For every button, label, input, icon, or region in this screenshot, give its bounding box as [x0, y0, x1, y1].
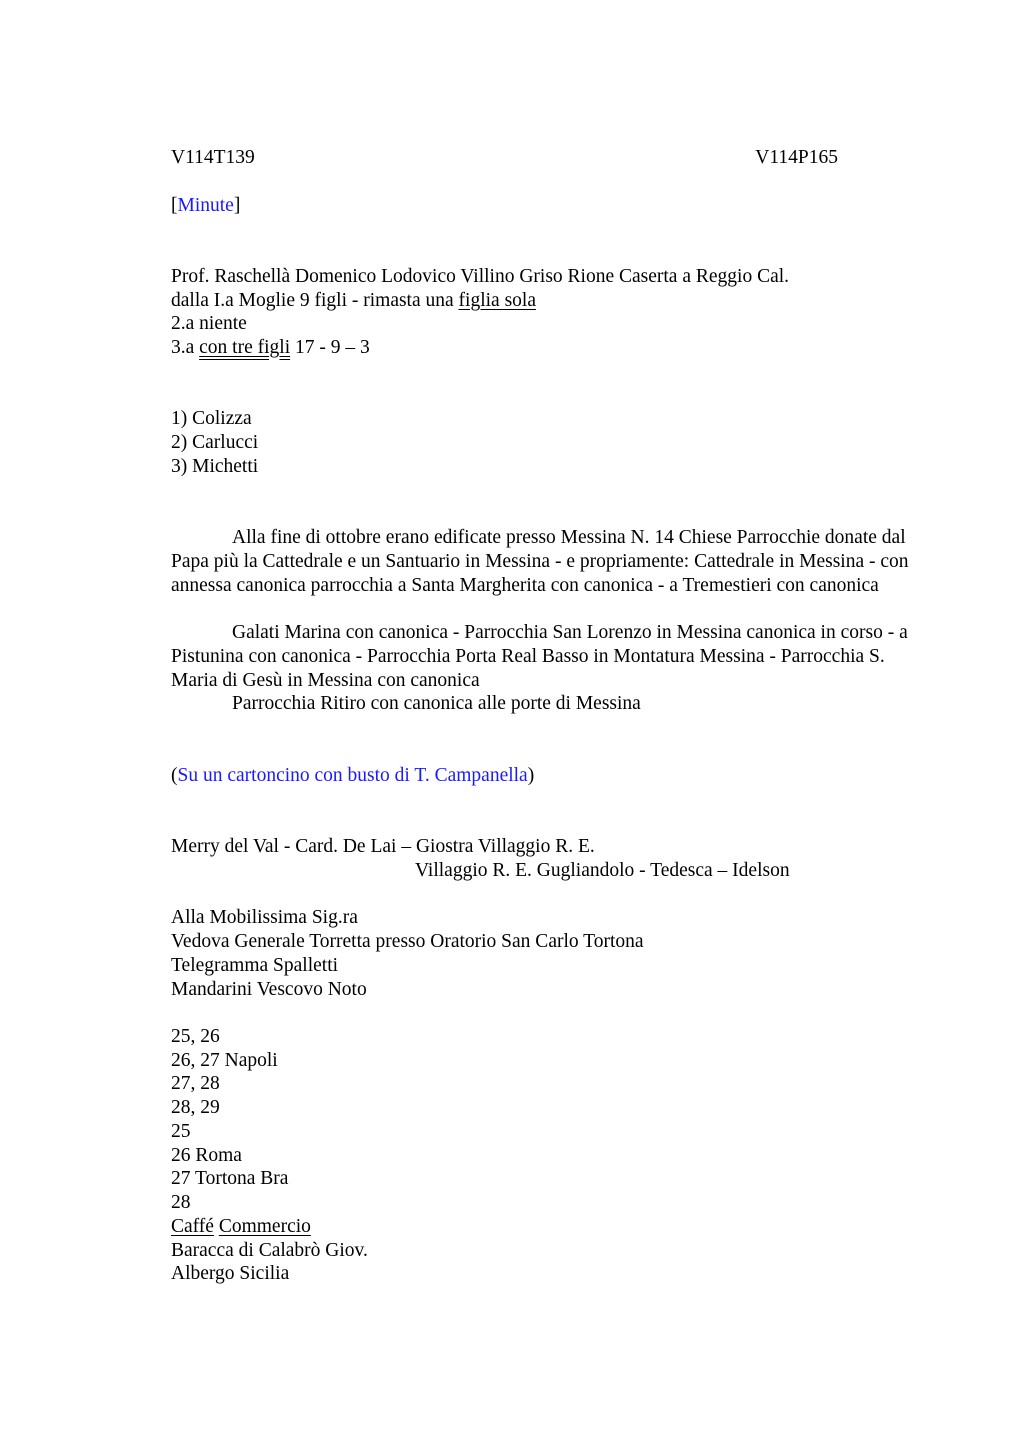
date-line-3: 27, 28: [171, 1073, 220, 1094]
commercio-word: Commercio: [218, 1216, 311, 1237]
minute-label: [Minute]: [171, 195, 241, 216]
date-line-8: 28: [171, 1192, 191, 1213]
date-line-1: 25, 26: [171, 1026, 220, 1047]
paragraph-churches-1: Alla fine di ottobre erano edificate presso Messina N. 14 Chiese Parrocchie donate dal Papa più la Cattedrale e un Santuario in Messina - e propriamente: Cattedrale in Messina - con annessa canonica parrocchia a Santa Margherita con canonica - a Tremestieri con canonica: [171, 527, 909, 596]
paragraph-churches-2: Galati Marina con canonica - Parrocchia San Lorenzo in Messina canonica in corso - a Pistunina con canonica - Parrocchia Porta Real Basso in Montatura Messina - Parrocchia S. Maria di Gesù in Messina con canonica: [171, 622, 908, 691]
tail-line-2: Albergo Sicilia: [171, 1263, 290, 1284]
address-line-3: Telegramma Spalletti: [171, 955, 339, 976]
tail-line-1: Baracca di Calabrò Giov.: [171, 1240, 368, 1261]
address-line-2: Vedova Generale Torretta presso Oratorio San Carlo Tortona: [171, 931, 644, 952]
address-line-1: Alla Mobilissima Sig.ra: [171, 907, 358, 928]
date-line-5: 25: [171, 1121, 191, 1142]
prof-line-4: 3.a con tre figli 17 - 9 – 3: [171, 337, 370, 358]
date-line-7: 27 Tortona Bra: [171, 1168, 289, 1189]
numbered-item-1: 1) Colizza: [171, 408, 252, 429]
cafe-line: [171, 1215, 311, 1239]
card-note-text: Su un cartoncino con busto di T. Campanella: [177, 765, 528, 786]
minute-label-text: Minute: [177, 195, 234, 216]
numbered-item-3: 3) Michetti: [171, 456, 259, 477]
date-line-4: 28, 29: [171, 1097, 220, 1118]
document-code-left: V114T139: [171, 147, 255, 168]
cafe-word: Caffé: [171, 1216, 214, 1237]
double-underlined-con-tre-figli: con tre figli: [199, 337, 291, 358]
prof-line-1: Prof. Raschellà Domenico Lodovico Villino Griso Rione Caserta a Reggio Cal.: [171, 266, 790, 287]
prof-line-2: dalla I.a Moglie 9 figli - rimasta una figlia sola: [171, 290, 536, 311]
card-note: (Su un cartoncino con busto di T. Campanella): [171, 765, 535, 786]
document-code-right: V114P165: [755, 147, 838, 168]
underlined-figlia-sola: figlia sola: [458, 290, 536, 311]
address-line-4: Mandarini Vescovo Noto: [171, 979, 367, 1000]
paragraph-churches-3: Parrocchia Ritiro con canonica alle porte di Messina: [232, 693, 641, 714]
date-line-6: 26 Roma: [171, 1145, 242, 1166]
date-line-2: 26, 27 Napoli: [171, 1050, 278, 1071]
names-line-1: Merry del Val - Card. De Lai – Giostra Villaggio R. E.: [171, 836, 595, 857]
names-line-2: Villaggio R. E. Gugliandolo - Tedesca – Idelson: [415, 860, 790, 881]
numbered-item-2: 2) Carlucci: [171, 432, 259, 453]
prof-line-3: 2.a niente: [171, 313, 247, 334]
